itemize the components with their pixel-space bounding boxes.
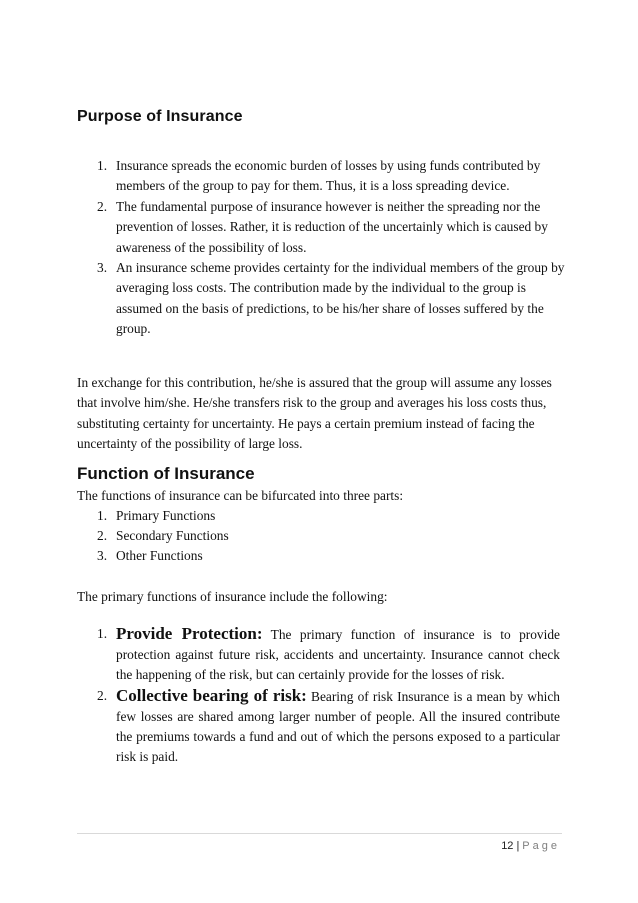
primary-functions-list	[77, 624, 560, 767]
list-item	[77, 526, 377, 546]
list-number: 1.	[97, 508, 108, 523]
term-provide-protection: Provide Protection:	[116, 624, 263, 643]
page-number: 12	[501, 840, 514, 852]
footer-divider	[77, 833, 562, 834]
list-item-text: Primary Functions	[116, 508, 216, 523]
purpose-paragraph: In exchange for this contribution, he/she is assured that the group will assume any losses that involve him/she. He/she transfers risk to the group and averages his loss costs thus, substituting certainty for uncertainty. He pays a certain premium instead of facing the uncertainty of the possibility of large loss.	[77, 375, 552, 452]
page-label: Page	[522, 840, 560, 852]
function-list	[77, 506, 377, 566]
list-item-text: The fundamental purpose of insurance however is neither the spreading nor the prevention of losses. Rather, it is reduction of the uncertainly which is caused by awareness of the possibility of loss.	[116, 198, 548, 255]
heading-purpose-of-insurance: Purpose of Insurance	[77, 108, 243, 125]
list-item	[77, 546, 377, 566]
list-number: 3.	[97, 260, 108, 276]
list-item-text: Bearing of risk Insurance is a mean by which few losses are shared among larger number of people. All the insured contribute the premiums towards a fund and out of which the persons exposed to a particular risk is paid.	[116, 688, 560, 765]
list-item	[77, 686, 560, 768]
list-number: 2.	[97, 198, 108, 214]
list-item	[77, 197, 566, 258]
list-number: 3.	[97, 548, 108, 563]
list-item	[77, 506, 377, 526]
list-number: 2.	[97, 528, 108, 543]
list-item	[77, 156, 566, 197]
list-number: 1.	[97, 158, 108, 173]
primary-functions-intro: The primary functions of insurance include the following:	[77, 589, 388, 604]
list-item-text: Insurance spreads the economic burden of losses by using funds contributed by members of the group to pay for them. Thus, it is a loss spreading device.	[116, 158, 541, 194]
page-footer	[440, 840, 560, 852]
list-item	[77, 258, 566, 340]
list-number: 1.	[97, 626, 108, 641]
list-item-text: Secondary Functions	[116, 528, 229, 543]
list-item-text: The primary function of insurance is to provide protection against future risk, accidents and uncertainty. Insurance cannot check the happening of the risk, but can certainly provide for the losses of risk.	[116, 627, 560, 683]
footer-separator: |	[516, 840, 520, 852]
list-item-text: An insurance scheme provides certainty for the individual members of the group by averaging loss costs. The contribution made by the individual to the group is assumed on the basis of predictions, to be his/her share of losses suffered by the group.	[116, 260, 565, 337]
list-item	[77, 624, 560, 686]
list-number: 2.	[97, 687, 108, 703]
purpose-list	[77, 156, 566, 340]
list-item-text: Other Functions	[116, 548, 203, 563]
term-collective-bearing-of-risk: Collective bearing of risk:	[116, 685, 307, 705]
heading-function-of-insurance: Function of Insurance	[77, 464, 255, 483]
function-intro: The functions of insurance can be bifurcated into three parts:	[77, 488, 404, 503]
